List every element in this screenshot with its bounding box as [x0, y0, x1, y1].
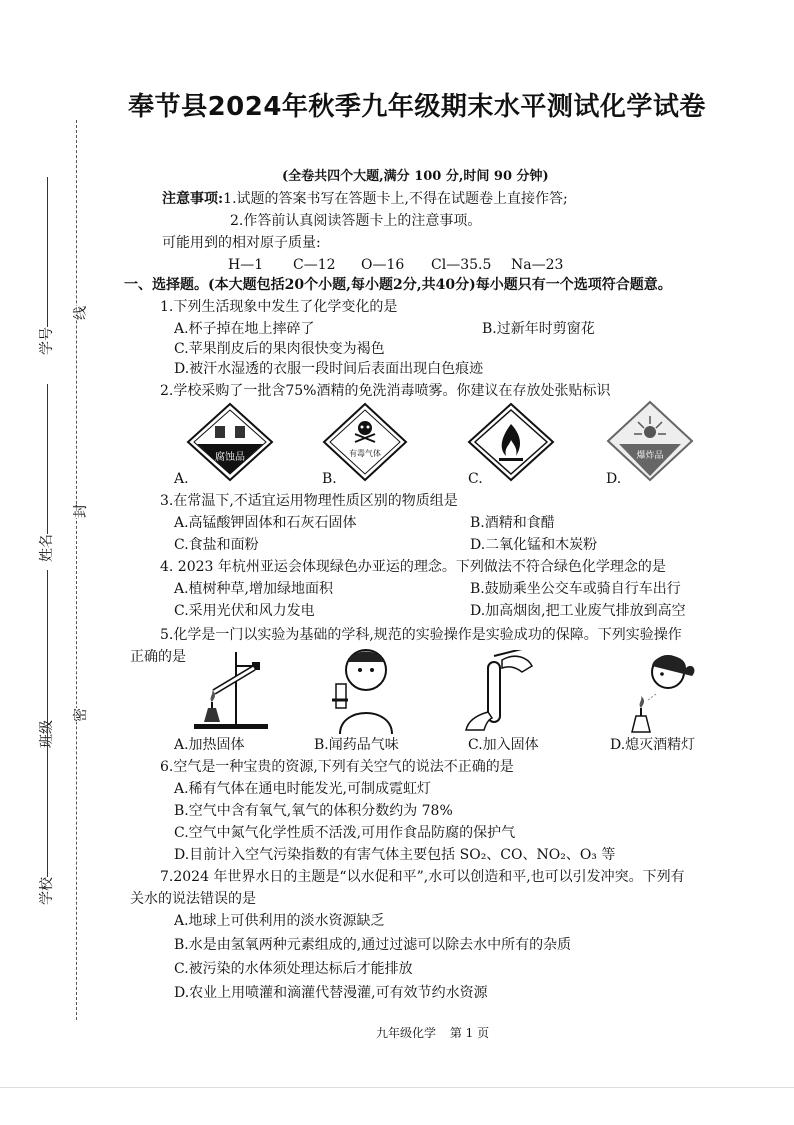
q2-label-d: D. [606, 471, 622, 487]
seal-secret-label: 密 [68, 708, 92, 722]
q1-option-a: A.杯子掉在地上摔碎了 [174, 321, 315, 337]
q6-option-d: D.目前计入空气污染指数的有害气体主要包括 SO₂、CO、NO₂、O₃ 等 [174, 847, 616, 863]
school-field [36, 717, 56, 905]
mass-na: Na—23 [511, 257, 564, 273]
mass-h: H—1 [228, 257, 264, 273]
q5-option-d: D.熄灭酒精灯 [610, 737, 696, 753]
q2-label-a: A. [174, 471, 189, 487]
q6-option-c: C.空气中氮气化学性质不活泼,可用作食品防腐的保护气 [174, 825, 516, 841]
section-1-heading: 一、选择题。(本大题包括20个小题,每小题2分,共40分)每小题只有一个选项符合题意。 [124, 277, 672, 293]
seal-seal-label: 封 [68, 504, 92, 518]
q3-option-b: B.酒精和食醋 [470, 515, 555, 531]
sign-b-text: 有毒气体 [349, 449, 381, 458]
q5-option-b: B.闻药品气味 [314, 737, 399, 753]
q4-option-a: A.植树种草,增加绿地面积 [174, 581, 334, 597]
notice-label: 注意事项: [162, 191, 224, 207]
footer-page: 第 1 页 [449, 1026, 490, 1040]
atomic-mass-label: 可能用到的相对原子质量: [162, 235, 321, 251]
class-label: 班级 [39, 720, 55, 748]
q7-option-d: D.农业上用喷灌和滴灌代替漫灌,可有效节约水资源 [174, 985, 488, 1001]
q6-option-b: B.空气中含有氧气,氧气的体积分数约为 78% [174, 803, 453, 819]
notice-item-1: 1.试题的答案书写在答题卡上,不得在试题卷上直接作答; [223, 191, 568, 207]
q5-stem-2: 正确的是 [130, 649, 186, 665]
student-id-field [36, 177, 56, 355]
footer-subject: 九年级化学 [376, 1026, 437, 1040]
q2-label-b: B. [322, 471, 337, 487]
q4-option-c: C.采用光伏和风力发电 [174, 603, 315, 619]
adding-solid-figure [462, 650, 552, 734]
q6-stem: 6.空气是一种宝贵的资源,下列有关空气的说法不正确的是 [160, 759, 514, 775]
q6-option-a: A.稀有气体在通电时能发光,可制成霓虹灯 [174, 781, 432, 797]
seal-line-label: 线 [68, 306, 92, 320]
page-footer [376, 1024, 489, 1041]
notice-item-2: 2.作答前认真阅读答题卡上的注意事项。 [230, 213, 482, 229]
q4-option-b: B.鼓励乘坐公交车或骑自行车出行 [470, 581, 681, 597]
q2-label-c: C. [468, 471, 483, 487]
q5-option-a: A.加热固体 [174, 737, 245, 753]
q7-option-c: C.被污染的水体须处理达标后才能排放 [174, 961, 413, 977]
q5-stem-1: 5.化学是一门以实验为基础的学科,规范的实验操作是实验成功的保障。下列实验操作 [160, 627, 682, 643]
name-field [36, 384, 56, 562]
binding-dashed-line [76, 120, 77, 1020]
atomic-mass-values [228, 256, 563, 274]
bottom-divider [0, 1087, 794, 1088]
q3-option-d: D.二氧化锰和木炭粉 [470, 537, 598, 553]
school-label: 学校 [39, 877, 55, 905]
q7-stem-1: 7.2024 年世界水日的主题是“以水促和平”,水可以创造和平,也可以引发冲突。下列有 [160, 869, 685, 885]
q7-option-a: A.地球上可供利用的淡水资源缺乏 [174, 913, 385, 929]
heating-solid-figure [184, 648, 274, 732]
sign-d-text: 爆炸品 [636, 451, 664, 461]
student-id-label: 学号 [39, 327, 55, 355]
mass-cl: Cl—35.5 [431, 257, 492, 273]
q1-stem: 1.下列生活现象中发生了化学变化的是 [160, 299, 398, 315]
sign-a-text: 腐蚀品 [215, 452, 245, 463]
smelling-figure [318, 640, 398, 734]
mass-o: O—16 [361, 257, 405, 273]
q2-stem: 2.学校采购了一批含75%酒精的免洗消毒喷雾。你建议在存放处张贴标识 [160, 383, 611, 399]
q4-option-d: D.加高烟囱,把工业废气排放到高空 [470, 603, 686, 619]
q3-option-a: A.高锰酸钾固体和石灰石固体 [174, 515, 357, 531]
exam-info: (全卷共四个大题,满分 100 分,时间 90 分钟) [282, 169, 549, 184]
q3-option-c: C.食盐和面粉 [174, 537, 259, 553]
notice-line-1 [162, 190, 568, 208]
blow-lamp-figure [612, 650, 702, 734]
q4-stem: 4. 2023 年杭州亚运会体现绿色办亚运的理念。下列做法不符合绿色化学理念的是 [160, 559, 666, 575]
corrosive-sign [185, 402, 275, 482]
q7-option-b: B.水是由氢氧两种元素组成的,通过过滤可以除去水中所有的杂质 [174, 937, 572, 953]
q5-option-c: C.加入固体 [468, 737, 539, 753]
q7-stem-2: 关水的说法错误的是 [130, 891, 256, 907]
q1-option-b: B.过新年时剪窗花 [482, 321, 595, 337]
q1-option-d: D.被汗水湿透的衣服一段时间后表面出现白色痕迹 [174, 361, 484, 377]
q1-option-c: C.苹果削皮后的果肉很快变为褐色 [174, 341, 385, 357]
mass-c: C—12 [293, 257, 336, 273]
name-label: 姓名 [39, 534, 55, 562]
q3-stem: 3.在常温下,不适宜运用物理性质区别的物质组是 [160, 493, 458, 509]
page-title: 奉节县2024年秋季九年级期末水平测试化学试卷 [128, 92, 706, 122]
